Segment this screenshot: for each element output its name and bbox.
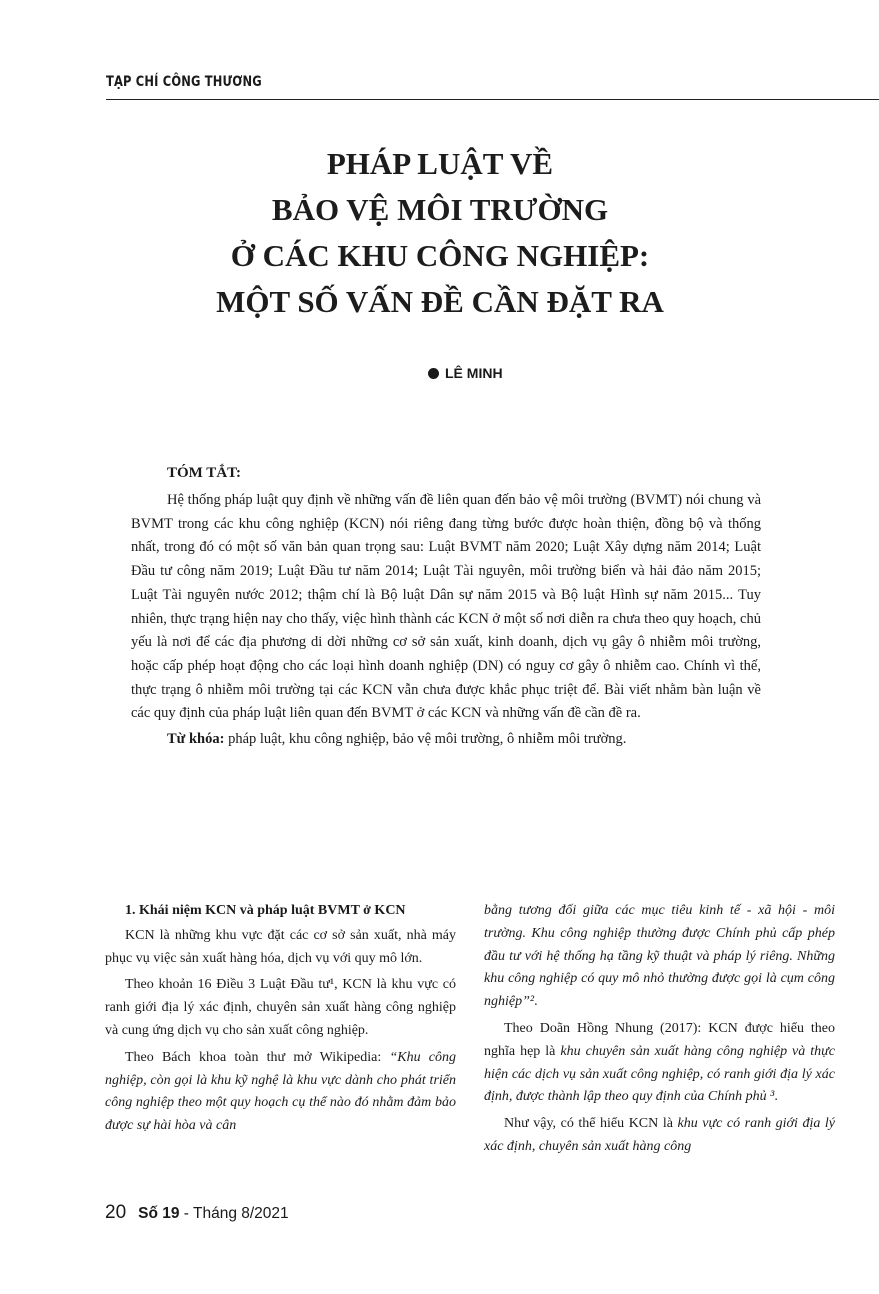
- paragraph: [105, 1047, 456, 1138]
- keywords-label: Từ khóa:: [167, 731, 225, 748]
- paragraph: [484, 900, 835, 1014]
- paragraph-tail: .: [534, 994, 538, 1010]
- page-number: 20: [105, 1202, 127, 1223]
- title-line: MỘT SỐ VẤN ĐỀ CẦN ĐẶT RA: [216, 284, 664, 319]
- paragraph: Theo khoản 16 Điều 3 Luật Đầu tư¹, KCN là khu vực có ranh giới địa lý xác định, chuyên sản xuất hàng công nghiệp và cung ứng dịch vụ cho sản xuất công nghiệp.: [105, 977, 456, 1038]
- issue-date: - Tháng 8/2021: [179, 1205, 289, 1222]
- title-line: Ở CÁC KHU CÔNG NGHIỆP:: [230, 238, 650, 273]
- abstract-heading: TÓM TẮT:: [167, 465, 242, 481]
- right-column: [484, 900, 835, 1163]
- paragraph-lead: Theo Doãn Hồng Nhung (2017): KCN được hiểu theo nghĩa hẹp là: [484, 1020, 835, 1059]
- quote: bằng tương đối giữa các mục tiêu kinh tế - xã hội - môi trường. Khu công nghiệp thường được Chính phủ cấp phép đầu tư với hệ thống hạ tầng kỹ thuật và pháp lý riêng. Những khu công nghiệp có quy mô nhỏ thường được gọi là cụm công nghiệp”²: [484, 903, 835, 1010]
- abstract-body: Hệ thống pháp luật quy định về những vấn đề liên quan đến bảo vệ môi trường (BVMT) nói chung và BVMT trong các khu công nghiệp (KCN) nói riêng đang từng bước được hoàn thiện, đồng bộ và thống nhất, trong đó có một số văn bản quan trọng sau: Luật BVMT năm 2020; Luật Xây dựng năm 2014; Luật Đầu tư công năm 2019; Luật Đầu tư năm 2014; Luật Tài nguyên, môi trường biển và hải đảo năm 2015; Luật Tài nguyên nước 2012; thậm chí là Bộ luật Dân sự năm 2015 và Bộ luật Hình sự năm 2015... Tuy nhiên, thực trạng hiện nay cho thấy, việc hình thành các KCN ở một số nơi diễn ra chưa theo quy hoạch, chủ yếu là nơi để các địa phương di dời những cơ sở sản xuất, kinh doanh, dịch vụ gây ô nhiễm môi trường, hoặc cấp phép hoạt động cho các loại hình doanh nghiệp (DN) có nguy cơ gây ô nhiễm cao. Chính vì thế, thực trạng ô nhiễm môi trường tại các KCN vẫn chưa được khắc phục triệt để. Bài viết nhằm bàn luận về các quy định của pháp luật liên quan đến BVMT ở các KCN và những vấn đề cần đề ra.: [131, 492, 761, 722]
- paragraph: KCN là những khu vực đặt các cơ sở sản xuất, nhà máy phục vụ việc sản xuất hàng hóa, dịch vụ với quy mô lớn.: [105, 927, 456, 966]
- paragraph-lead: Như vậy, có thể hiểu KCN là: [504, 1116, 678, 1132]
- bullet-icon: [428, 368, 439, 379]
- quote: khu chuyên sản xuất hàng công nghiệp và thực hiện các dịch vụ sản xuất công nghiệp, có ranh giới địa lý xác định, được thành lập theo quy định của Chính phủ ³: [484, 1043, 836, 1105]
- header-divider: [106, 99, 879, 100]
- paragraph-lead: Theo Bách khoa toàn thư mở Wikipedia:: [125, 1049, 390, 1065]
- author-name: LÊ MINH: [445, 365, 503, 381]
- keywords-list: pháp luật, khu công nghiệp, bảo vệ môi trường, ô nhiễm môi trường.: [224, 731, 627, 748]
- title-line: PHÁP LUẬT VỀ: [326, 146, 554, 181]
- article-title: [180, 141, 700, 325]
- issue-info: [138, 1205, 289, 1223]
- section-heading: 1. Khái niệm KCN và pháp luật BVMT ở KCN: [125, 903, 406, 918]
- quote: “Khu công nghiệp, còn gọi là khu kỹ nghệ là khu vực dành cho phát triển công nghiệp theo một quy hoạch cụ thể nào đó nhằm đảm bảo được sự hài hòa và cân: [105, 1049, 456, 1134]
- author-byline: [428, 365, 503, 381]
- quote: khu vực có ranh giới địa lý xác định, chuyên sản xuất hàng công: [484, 1116, 835, 1154]
- abstract: [131, 463, 761, 750]
- paragraph: [484, 1018, 835, 1109]
- page-footer: [105, 1202, 289, 1224]
- title-line: BẢO VỆ MÔI TRƯỜNG: [271, 192, 609, 227]
- left-column: [105, 900, 456, 1142]
- paragraph: [484, 1113, 835, 1159]
- issue-label: Số 19: [138, 1205, 180, 1222]
- journal-header: TẠP CHÍ CÔNG THƯƠNG: [106, 74, 262, 90]
- paragraph-tail: .: [774, 1089, 778, 1105]
- keywords: [131, 728, 761, 750]
